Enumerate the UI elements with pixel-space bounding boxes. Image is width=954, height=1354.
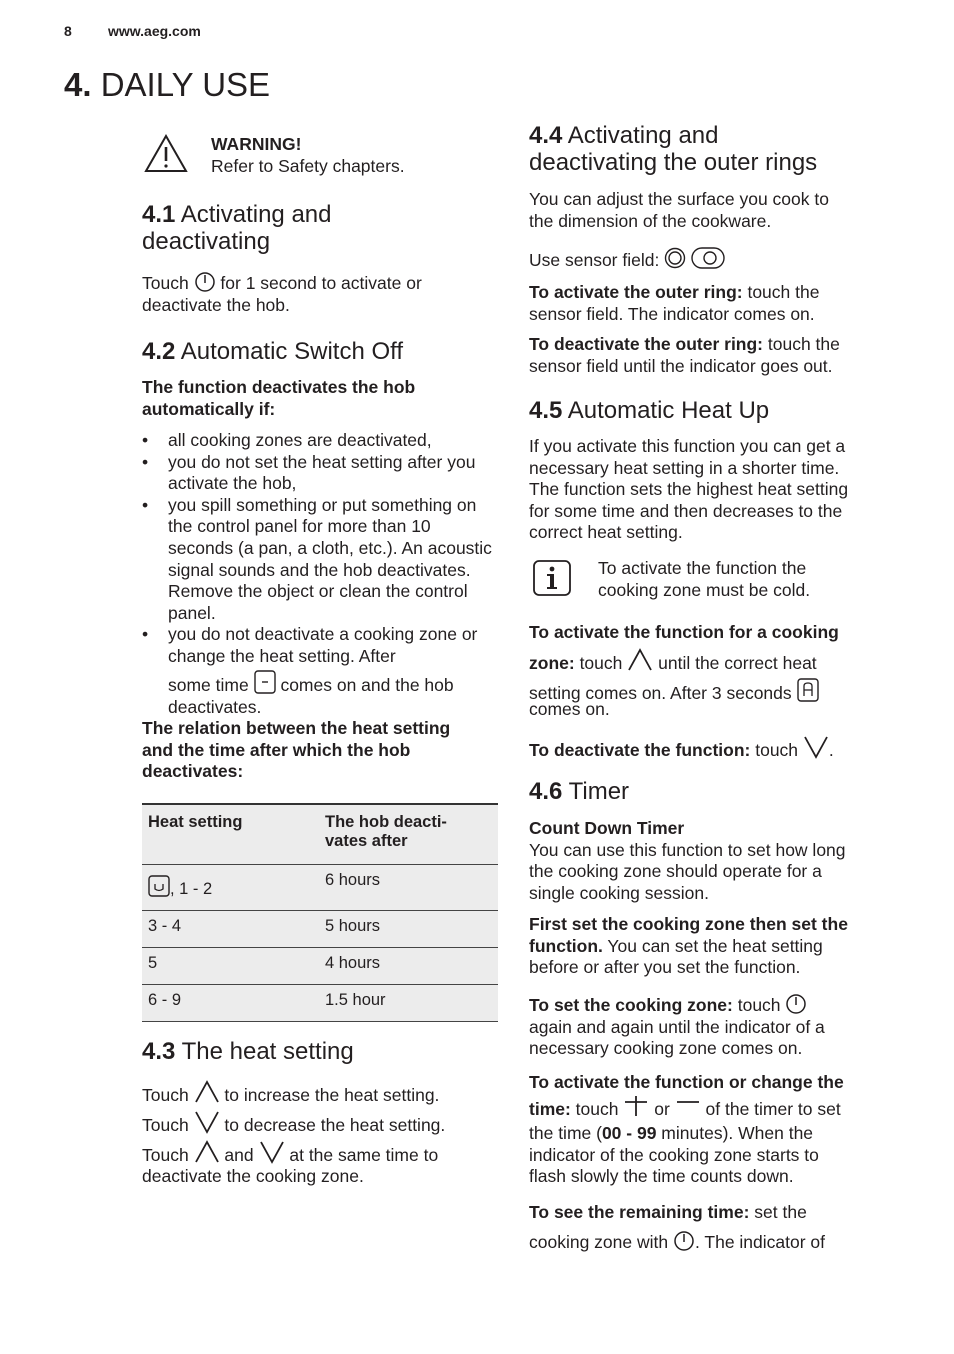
text-span: Count Down Timer <box>529 818 685 838</box>
text-span: minutes). When the <box>656 1123 814 1143</box>
text-span: 00 - 99 <box>601 1123 657 1143</box>
table-row <box>142 864 498 910</box>
text-span: , 1 - 2 <box>170 879 213 898</box>
text-span: necessary heat setting in a shorter time. <box>529 457 840 478</box>
plus-icon <box>623 1094 649 1118</box>
text-span: To activate the function the <box>598 558 807 578</box>
section-4-6-number: 4.6 <box>529 778 563 805</box>
table-row <box>142 984 498 1021</box>
table-cell: 3 - 4 <box>148 916 182 935</box>
chapter-title-text: DAILY USE <box>100 66 271 103</box>
section-4-3-text <box>142 1080 445 1170</box>
deactivate-outer-ring-text <box>529 334 840 377</box>
table-cell <box>142 864 319 910</box>
warning-text: Refer to Safety chapters. <box>211 156 405 176</box>
text-span: the time ( <box>529 1123 602 1143</box>
list-item: • you do not set the heat setting after you activate the hob, <box>142 452 498 495</box>
list-item: • all cooking zones are deactivated, <box>142 430 498 452</box>
section-4-4-number: 4.4 <box>529 122 563 149</box>
first-set-text <box>529 914 848 979</box>
text-span: sensor field. The indicator comes on. <box>529 303 815 324</box>
text-span: at the same time to <box>284 1145 439 1165</box>
info-note-text <box>598 558 810 601</box>
text-span: for 1 second to activate or <box>215 273 422 293</box>
table-cell: 6 hours <box>325 870 381 889</box>
text-span: To set the cooking zone: <box>529 995 733 1015</box>
text-span: again and again until the indicator of a <box>529 1016 825 1037</box>
section-4-2-intro <box>142 377 415 420</box>
table-cell: 5 <box>148 953 158 972</box>
chapter-number: 4. <box>64 66 92 103</box>
text-span: First set the cooking zone then set the <box>529 914 848 934</box>
text-span: Touch <box>142 1085 194 1105</box>
warning-title: WARNING! <box>211 134 302 154</box>
section-4-1-title-line1: Activating and <box>180 201 332 228</box>
timer-select-icon <box>673 1229 695 1251</box>
section-4-1-text <box>142 270 422 316</box>
section-4-3-number: 4.3 <box>142 1038 176 1065</box>
heat-up-comes-on: comes on. <box>529 699 610 719</box>
text-span: cooking zone with <box>529 1231 673 1252</box>
text-span: time: <box>529 1099 571 1119</box>
activate-heat-up-text <box>529 618 839 709</box>
oval-ring-icon <box>691 247 725 269</box>
text-span: To activate the function for a cooking <box>529 622 839 642</box>
section-4-2-heading <box>142 338 403 365</box>
text-span: Touch <box>142 1115 194 1135</box>
text-span: The function sets the highest heat setting <box>529 479 849 500</box>
deactivate-heat-up-text <box>529 735 834 762</box>
activate-outer-ring-text <box>529 282 819 325</box>
text-span: If you activate this function you can get a <box>529 436 846 456</box>
text-span: touch <box>732 995 786 1015</box>
text-span: deactivates. <box>168 696 262 717</box>
text-span: to increase the heat setting. <box>219 1085 440 1105</box>
text-span: vates after <box>325 832 408 850</box>
bullet-4-continuation <box>168 670 454 718</box>
text-span: you do not deactivate a cooking zone or change the heat setting. After <box>168 624 478 666</box>
minus-icon <box>675 1094 701 1118</box>
list-item <box>142 624 498 667</box>
text-span: some time <box>168 675 254 695</box>
text-span: The relation between the heat setting <box>142 718 451 738</box>
text-span: . <box>828 740 834 760</box>
section-4-4-title-line1: Activating and <box>567 122 719 149</box>
up-chevron-icon <box>194 1140 220 1164</box>
change-time-text <box>529 1072 844 1094</box>
table-cell: 5 hours <box>325 916 381 935</box>
table-row <box>142 910 498 947</box>
text-span: automatically if: <box>142 398 276 419</box>
set-cooking-zone-text <box>529 992 825 1060</box>
section-4-5-title: Automatic Heat Up <box>567 397 770 424</box>
change-time-line2 <box>529 1094 841 1121</box>
text-span: Use sensor field: <box>529 250 665 270</box>
text-span: Touch <box>142 273 194 293</box>
text-span: To see the remaining time: <box>529 1202 750 1222</box>
down-chevron-icon <box>194 1110 220 1134</box>
down-chevron-icon <box>803 735 829 759</box>
switch-off-conditions-list <box>142 430 498 668</box>
table-header-deactivates-after <box>319 804 498 864</box>
warning-triangle-icon <box>144 134 188 174</box>
section-4-3-title: The heat setting <box>181 1038 354 1065</box>
text-span: to decrease the heat setting. <box>219 1115 446 1135</box>
keep-warm-display-icon <box>148 875 170 897</box>
text-span: correct heat setting. <box>529 522 683 543</box>
timer-select-icon <box>785 992 807 1014</box>
up-chevron-icon <box>194 1080 220 1104</box>
sensor-field-line <box>529 247 725 272</box>
text-span: You can use this function to set how long <box>529 839 846 860</box>
section-4-1-heading <box>142 201 331 255</box>
text-span: single cooking session. <box>529 882 709 903</box>
text-span: before or after you set the function. <box>529 957 801 978</box>
text-span: set the <box>749 1202 807 1222</box>
text-span: until the correct heat <box>653 652 817 673</box>
text-span: indicator of the cooking zone starts to <box>529 1144 819 1165</box>
text-span: You can adjust the surface you cook to <box>529 189 829 209</box>
text-span: The hob deacti- <box>325 813 447 831</box>
page-header <box>64 23 201 39</box>
down-chevron-icon <box>259 1140 285 1164</box>
text-span: touch <box>570 1099 624 1119</box>
text-span: zone: <box>529 652 575 673</box>
up-chevron-icon <box>627 648 653 672</box>
text-span: cooking zone must be cold. <box>598 579 811 600</box>
dual-ring-icon <box>664 247 686 269</box>
count-down-timer-text <box>529 818 846 904</box>
text-span: the dimension of the cookware. <box>529 210 772 231</box>
section-4-5-heading <box>529 397 769 424</box>
dash-display-icon <box>254 670 276 694</box>
text-span: flash slowly the time counts down. <box>529 1166 794 1187</box>
text-span: deactivates: <box>142 761 244 782</box>
section-4-1-title-line2: deactivating <box>142 228 271 255</box>
list-item: • you spill something or put something on the control panel for more than 10 seconds (a pan, a cloth, etc.). An acoustic signal sounds and the hob deactivates. Remove the object or clean the control panel. <box>142 495 498 625</box>
section-4-6-title: Timer <box>568 778 630 805</box>
text-span: touch <box>574 652 628 673</box>
section-4-6-heading <box>529 778 629 805</box>
text-span: the cooking zone should operate for a <box>529 861 822 882</box>
heat-setting-table <box>142 803 498 1022</box>
text-span: Touch <box>142 1145 194 1165</box>
section-4-3-heading <box>142 1038 354 1065</box>
relation-text <box>142 718 450 783</box>
text-span: . The indicator of <box>694 1231 826 1252</box>
text-span: deactivate the hob. <box>142 294 290 315</box>
text-span: function. <box>529 935 603 956</box>
text-span: To activate the function or change the <box>529 1072 844 1092</box>
power-icon <box>194 270 216 292</box>
text-span: To deactivate the function: <box>529 740 751 760</box>
change-time-rest <box>529 1123 819 1188</box>
table-cell: 1.5 hour <box>325 990 386 1009</box>
table-header-row <box>142 804 498 864</box>
text-span: for some time and then decreases to the <box>529 500 843 521</box>
text-span: and the time after which the hob <box>142 739 411 760</box>
page-number: 8 <box>64 23 72 39</box>
text-span: comes on and the hob <box>275 675 454 695</box>
table-header-heat-setting: Heat setting <box>148 813 243 831</box>
text-span: touch the <box>742 282 820 302</box>
chapter-title <box>64 66 270 104</box>
text-span: or <box>649 1099 675 1119</box>
section-4-1-number: 4.1 <box>142 201 176 228</box>
text-span: touch the <box>763 334 840 354</box>
text-span: and <box>219 1145 259 1165</box>
section-4-5-number: 4.5 <box>529 397 563 424</box>
section-4-4-intro <box>529 189 829 232</box>
section-4-2-title: Automatic Switch Off <box>180 338 404 365</box>
site-url[interactable]: www.aeg.com <box>108 23 201 39</box>
text-span: The function deactivates the hob <box>142 377 416 397</box>
auto-heat-up-display-icon <box>797 678 819 702</box>
text-span: necessary cooking zone comes on. <box>529 1038 803 1059</box>
see-remaining-time-text <box>529 1198 825 1257</box>
section-4-4-title-line2: deactivating the outer rings <box>529 149 818 176</box>
section-4-4-heading <box>529 122 817 176</box>
table-cell: 4 hours <box>325 953 381 972</box>
text-span: touch <box>750 740 803 760</box>
table-cell: 6 - 9 <box>148 990 182 1009</box>
table-row <box>142 947 498 984</box>
section-4-3-last-line: deactivate the cooking zone. <box>142 1166 364 1186</box>
info-icon <box>533 560 571 596</box>
section-4-5-text <box>529 436 848 544</box>
text-span: sensor field until the indicator goes out. <box>529 355 833 376</box>
section-4-2-number: 4.2 <box>142 338 176 365</box>
text-span: To activate the outer ring: <box>529 282 743 302</box>
text-span: You can set the heat setting <box>602 935 823 956</box>
text-span: setting comes on. After 3 seconds <box>529 683 797 703</box>
text-span: of the timer to set <box>700 1099 841 1119</box>
text-span: To deactivate the outer ring: <box>529 334 764 354</box>
